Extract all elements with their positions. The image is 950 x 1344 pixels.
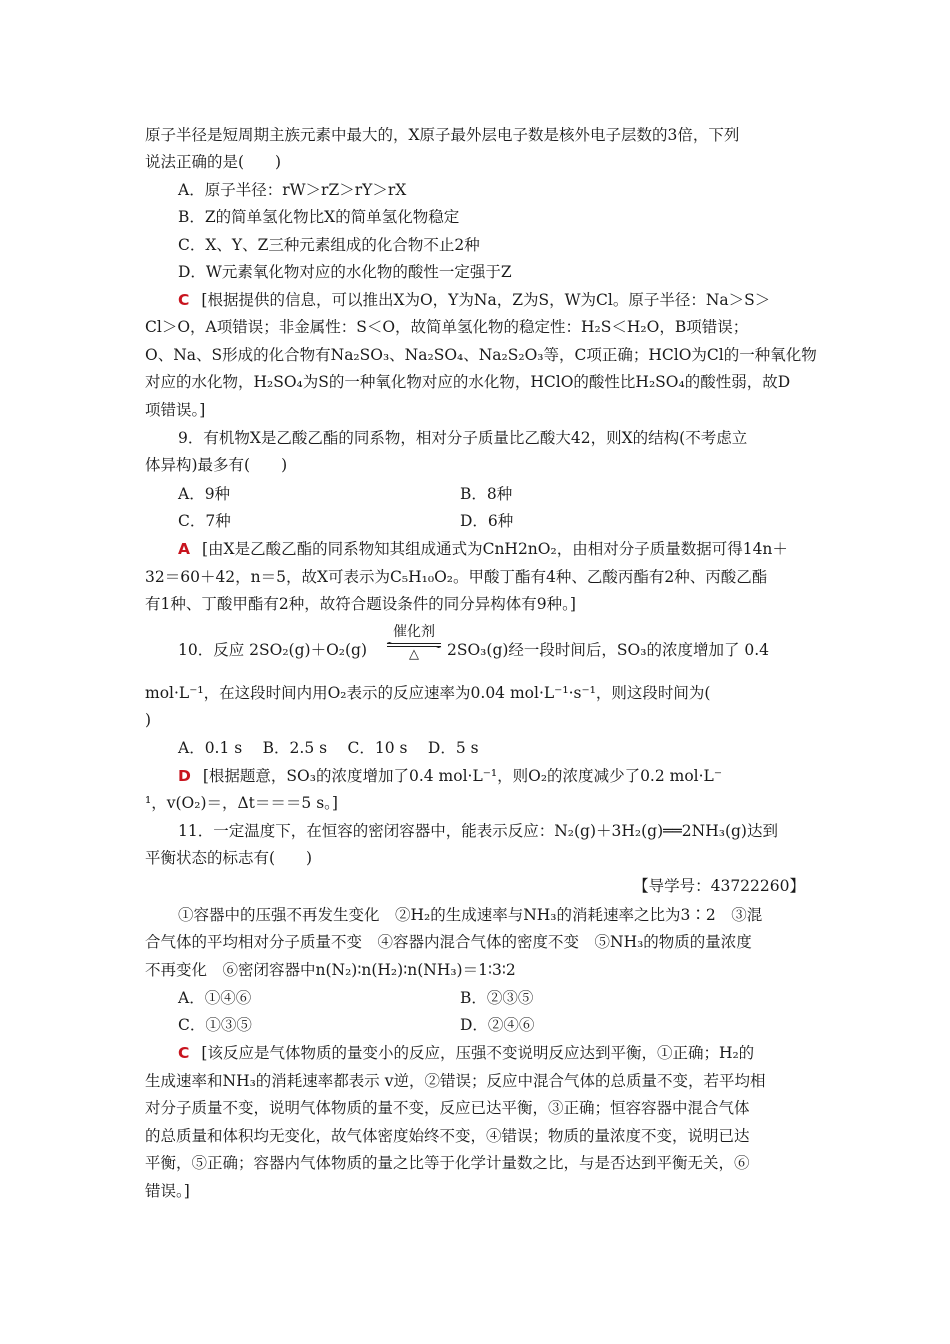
q10-answer-letter: D [178, 767, 191, 785]
q8-answer-letter: C [178, 291, 190, 309]
q11-stem-line-2: 平衡状态的标志有( ) [145, 849, 313, 867]
q8-explanation-line-3: O、Na、S形成的化合物有Na₂SO₃、Na₂SO₄、Na₂S₂O₃等，C项正确；HClO为Cl的一种氧化物 [145, 346, 817, 364]
q9-stem-line-1: 9．有机物X是乙酸乙酯的同系物，相对分子质量比乙酸大42，则X的结构(不考虑立 [178, 429, 748, 447]
q10-explanation-line-1 [178, 766, 722, 786]
q8-option-b: B．Z的简单氢化物比X的简单氢化物稳定 [178, 208, 460, 226]
q8-explanation-line-2: Cl＞O，A项错误；非金属性：S＜O，故简单氢化物的稳定性：H₂S＜H₂O，B项错误； [145, 318, 749, 336]
q9-option-d: D．6种 [460, 512, 514, 530]
heat-condition: △ [409, 647, 419, 662]
q9-explanation-line-1 [178, 539, 788, 559]
q9-option-c: C．7种 [178, 512, 231, 530]
q10-options: A．0.1 s B．2.5 s C．10 s D．5 s [178, 739, 479, 757]
q11-answer-letter: C [178, 1044, 190, 1062]
q8-explanation-line-4: 对应的水化物，H₂SO₄为S的一种氧化物对应的水化物，HClO的酸性比H₂SO₄的酸性弱，故D [145, 373, 791, 391]
q8-option-d: D．W元素氧化物对应的水化物的酸性一定强于Z [178, 263, 512, 281]
q8-explanation-line-1 [178, 290, 770, 310]
q11-explanation-line-3: 对分子质量不变，说明气体物质的量不变，反应已达平衡，③正确；恒容容器中混合气体 [145, 1099, 750, 1117]
guide-reference-number: 【导学号：43722260】 [633, 877, 805, 895]
q10-explanation-line-2: ¹，v(O₂)＝，Δt＝＝＝5 s。] [145, 794, 338, 812]
q9-answer-letter: A [178, 540, 190, 558]
q8-explanation-text-1: [根据提供的信息，可以推出X为O，Y为Na，Z为S，W为Cl。原子半径：Na＞S＞ [201, 291, 771, 309]
q10-stem-line-3: ) [145, 711, 152, 729]
q10-stem-post: 2SO₃(g)经一段时间后，SO₃的浓度增加了 0.4 [447, 641, 770, 659]
catalyst-label: 催化剂 [393, 624, 435, 640]
q9-option-a: A．9种 [178, 485, 231, 503]
q8-option-c: C．X、Y、Z三种元素组成的化合物不止2种 [178, 236, 480, 254]
q11-explanation-line-1 [178, 1043, 754, 1063]
q11-option-c: C．①③⑤ [178, 1016, 252, 1034]
q11-option-b: B．②③⑤ [460, 989, 534, 1007]
q11-option-d: D．②④⑥ [460, 1016, 535, 1034]
q11-explanation-line-2: 生成速率和NH₃的消耗速率都表示 v逆，②错误；反应中混合气体的总质量不变，若平均相 [145, 1072, 766, 1090]
q11-explanation-line-5: 平衡，⑤正确；容器内气体物质的量之比等于化学计量数之比，与是否达到平衡无关，⑥ [145, 1154, 750, 1172]
q9-stem-line-2: 体异构)最多有( ) [145, 456, 288, 474]
q9-explanation-line-3: 有1种、丁酸甲酯有2种，故符合题设条件的同分异构体有9种。] [145, 595, 576, 613]
q10-stem-line-2: mol·L⁻¹，在这段时间内用O₂表示的反应速率为0.04 mol·L⁻¹·s⁻¹，则这段时间为( [145, 684, 711, 702]
q9-explanation-line-2: 32＝60＋42，n＝5，故X可表示为C₅H₁₀O₂。甲酸丁酯有4种、乙酸丙酯有2种、丙酸乙酯 [145, 568, 768, 586]
q11-item-line-3: 不再变化 ⑥密闭容器中n(N₂)∶n(H₂)∶n(NH₃)＝1∶3∶2 [145, 961, 516, 979]
q11-option-a: A．①④⑥ [178, 989, 252, 1007]
q11-item-line-2: 合气体的平均相对分子质量不变 ④容器内混合气体的密度不变 ⑤NH₃的物质的量浓度 [145, 933, 752, 951]
q8-option-a: A．原子半径：rW＞rZ＞rY＞rX [178, 181, 407, 199]
q11-stem-line-1: 11．一定温度下，在恒容的密闭容器中，能表示反应：N₂(g)＋3H₂(g)══2NH₃(g)达到 [178, 822, 778, 840]
q10-stem-pre: 10．反应 2SO₂(g)＋O₂(g) [178, 641, 368, 659]
q10-explanation-text-1: [根据题意，SO₃的浓度增加了0.4 mol·L⁻¹，则O₂的浓度减少了0.2 mol·L⁻ [202, 767, 723, 785]
q9-option-b: B．8种 [460, 485, 513, 503]
catalyst-reversible-arrow [385, 626, 443, 660]
q11-explanation-line-4: 的总质量和体积均无变化，故气体密度始终不变，④错误；物质的量浓度不变，说明已达 [145, 1127, 750, 1145]
q8-stem-line-2: 说法正确的是( ) [145, 153, 282, 171]
q8-explanation-line-5: 项错误。] [145, 401, 206, 419]
q11-explanation-line-6: 错误。] [145, 1182, 190, 1200]
q8-stem-line-1: 原子半径是短周期主族元素中最大的，X原子最外层电子数是核外电子层数的3倍，下列 [145, 126, 740, 144]
q11-item-line-1: ①容器中的压强不再发生变化 ②H₂的生成速率与NH₃的消耗速率之比为3∶2 ③混 [178, 906, 763, 924]
q9-explanation-text-1: [由X是乙酸乙酯的同系物知其组成通式为CnH2nO₂，由相对分子质量数据可得14n＋ [202, 540, 788, 558]
q11-explanation-text-1: [该反应是气体物质的量变小的反应，压强不变说明反应达到平衡，①正确；H₂的 [201, 1044, 755, 1062]
